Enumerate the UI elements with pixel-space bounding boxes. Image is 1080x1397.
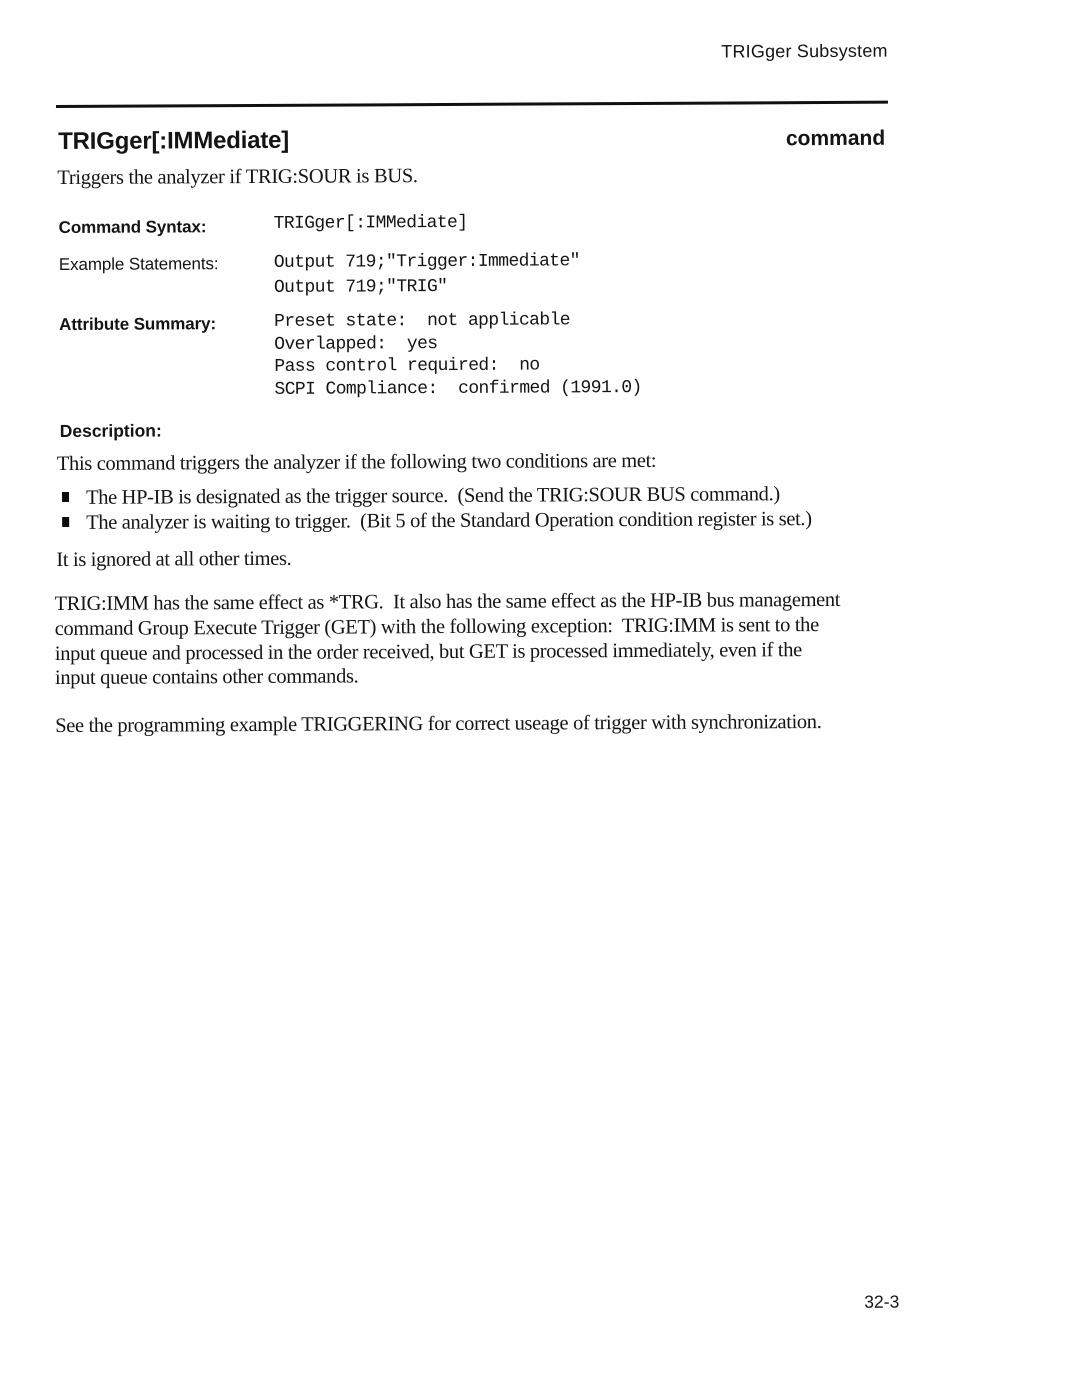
bullet-item xyxy=(62,507,812,536)
example-statements-label: Example Statements: xyxy=(58,254,219,275)
bullet-text: The analyzer is waiting to trigger. (Bit 5 of the Standard Operation condition register is set.) xyxy=(86,508,812,534)
running-header: TRIGger Subsystem xyxy=(721,40,888,62)
description-intro: This command triggers the analyzer if the following two conditions are met: xyxy=(56,449,657,476)
square-bullet-icon xyxy=(62,492,69,502)
square-bullet-icon xyxy=(62,517,69,527)
description-label: Description: xyxy=(59,420,162,442)
attribute-summary-label: Attribute Summary: xyxy=(59,314,217,335)
example-statements-value: Output 719;"Trigger:Immediate" Output 719;"TRIG" xyxy=(273,251,580,298)
ignored-note: It is ignored at all other times. xyxy=(56,547,292,572)
command-syntax-label: Command Syntax: xyxy=(58,217,207,238)
bullet-item xyxy=(62,482,780,511)
paragraph-see-example: See the programming example TRIGGERING for correct useage of trigger with synchronization. xyxy=(55,711,822,738)
command-syntax-value: TRIGger[:IMMediate] xyxy=(273,212,468,234)
header-divider xyxy=(56,101,888,108)
command-summary: Triggers the analyzer if TRIG:SOUR is BUS. xyxy=(57,165,418,190)
paragraph-trig-imm: TRIG:IMM has the same effect as *TRG. It also has the same effect as the HP-IB bus management command Group Execute Trigger (GET) with the following exception: TRIG:IMM is sent to the input queue and processed in the order received, but GET is processed immediately, even if the input queue contains other commands. xyxy=(54,588,841,690)
bullet-text: The HP-IB is designated as the trigger source. (Send the TRIG:SOUR BUS command.) xyxy=(85,483,780,509)
page-number: 32-3 xyxy=(864,1291,900,1312)
command-kind-label: command xyxy=(785,126,886,151)
attribute-summary-value: Preset state: not applicable Overlapped: yes Pass control required: no SCPI Compliance: confirmed (1991.0) xyxy=(274,310,642,400)
command-title: TRIGger[:IMMediate] xyxy=(58,126,290,156)
